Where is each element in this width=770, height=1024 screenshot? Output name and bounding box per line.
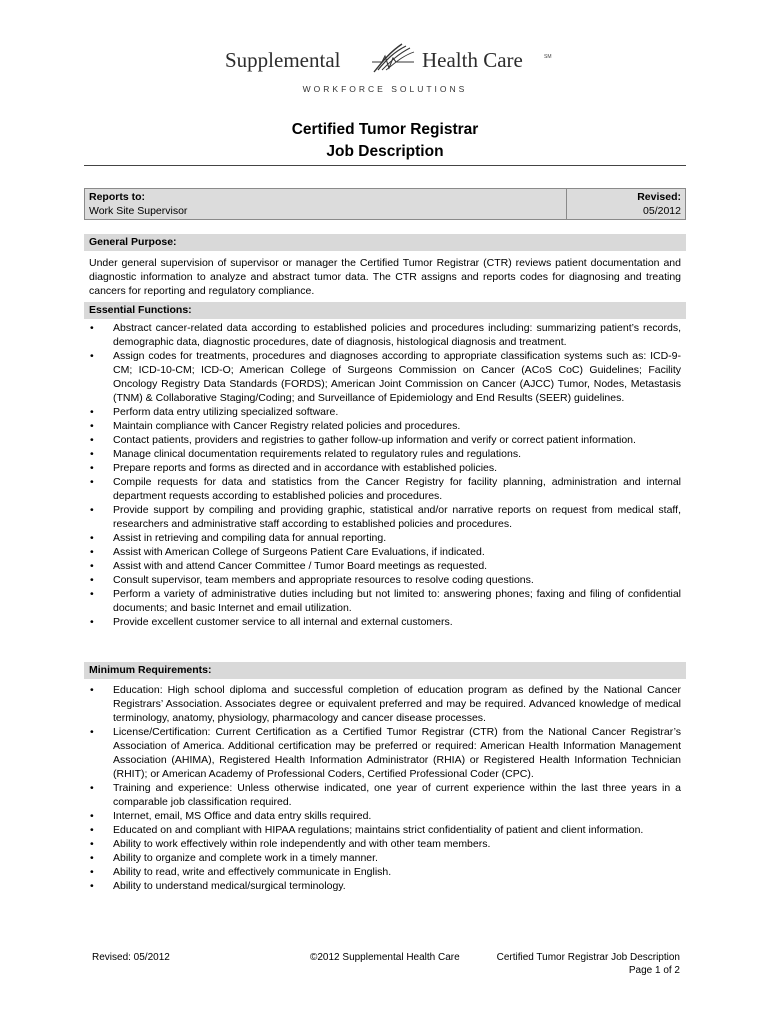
list-item: • Assist with and attend Cancer Committee / Tumor Board meetings as requested.: [90, 560, 488, 572]
essential-functions-heading-text: Essential Functions:: [89, 304, 192, 316]
document-title: Certified Tumor Registrar: [291, 121, 479, 138]
essential-functions-list: [84, 321, 686, 629]
list-item: • Prepare reports and forms as directed and in accordance with established policies.: [90, 462, 498, 474]
revised-cell: [566, 189, 685, 219]
list-item: • Perform data entry utilizing specialized software.: [90, 406, 339, 418]
minimum-requirements-heading: [84, 662, 686, 679]
footer-document-info: [497, 951, 680, 977]
footer-page-number: Page 1 of 2: [628, 965, 680, 976]
list-item: • Educated on and compliant with HIPAA regulations; maintains strict confidentiality of patient and client information.: [90, 824, 644, 836]
revised-value: 05/2012: [643, 205, 681, 217]
list-item: • Contact patients, providers and registries to gather follow-up information and verify or correct patient information.: [90, 434, 636, 446]
service-mark: SM: [544, 54, 552, 60]
brand-name-right: Health Care: [422, 48, 523, 72]
footer-revised: Revised: 05/2012: [92, 952, 170, 963]
footer-document-title: Certified Tumor Registrar Job Description: [496, 952, 680, 963]
list-item: • Provide excellent customer service to all internal and external customers.: [90, 616, 453, 628]
brand-tagline: WORKFORCE SOLUTIONS: [302, 84, 468, 94]
list-item: • Maintain compliance with Cancer Registry related policies and procedures.: [90, 420, 461, 432]
company-logo: [200, 38, 570, 100]
minimum-requirements-list: [84, 683, 686, 893]
list-item: • Compile requests for data and statistics from the Cancer Registry for facility planning, administration and internal department requests according to established policies and procedures.: [90, 476, 681, 502]
list-item: • Assist in retrieving and compiling data for annual reporting.: [90, 532, 387, 544]
general-purpose-heading: [84, 234, 686, 251]
list-item: • Education: High school diploma and successful completion of education program as defined by the National Cancer Registrars’ Association. Associates degree or equivalent preferred and may be required. Advanced knowledge of medical terminology, anatomy, physiology, pharmacology and cancer disease processes.: [90, 684, 681, 724]
list-item: • Ability to read, write and effectively communicate in English.: [90, 866, 392, 878]
list-item: • License/Certification: Current Certification as a Certified Tumor Registrar (CTR) from the National Cancer Registrar’s Association of America. Additional certification may be preferred or required: American Health Information Management Association (AHIMA), Registered Health Information Administrator (RHIA) or Registered Health Information Technician (RHIT); or American Academy of Professional Coders, Certified Professional Coder (CPC).: [90, 726, 681, 780]
general-purpose-heading-text: General Purpose:: [89, 236, 177, 248]
reports-to-label: Reports to:: [89, 191, 145, 203]
revised-label: Revised:: [637, 191, 681, 203]
list-item: • Provide support by compiling and providing graphic, statistical and/or narrative reports on request from medical staff, researchers and administrative staff according to established policies and procedures.: [90, 504, 681, 530]
list-item: • Internet, email, MS Office and data entry skills required.: [90, 810, 372, 822]
list-item: • Consult supervisor, team members and appropriate resources to resolve coding questions.: [90, 574, 534, 586]
list-item: • Assist with American College of Surgeons Patient Care Evaluations, if indicated.: [90, 546, 485, 558]
reports-to-table: [84, 188, 686, 220]
essential-functions-heading: [84, 302, 686, 319]
list-item: • Ability to understand medical/surgical terminology.: [90, 880, 346, 892]
feather-heartbeat-icon: [368, 40, 418, 76]
list-item: • Assign codes for treatments, procedures and diagnoses according to appropriate classification systems such as: ICD-9-CM; ICD-10-CM; ICD-O; American College of Surgeons Commission on Cancer (ACoS CoC) Guidelines; Facility Oncology Registry Data Standards (FORDS); American Joint Commission on Cancer (AJCC) Tumor, Nodes, Metastasis (TNM) & Collaborative Staging/Coding; and Surveillance of Epidemiology and End Results (SEER) guidelines.: [90, 350, 681, 404]
list-item: • Ability to organize and complete work in a timely manner.: [90, 852, 378, 864]
list-item: • Training and experience: Unless otherwise indicated, one year of current experience within the last three years in a comparable job classification required.: [90, 782, 681, 808]
document-subtitle: Job Description: [326, 143, 444, 160]
general-purpose-text: Under general supervision of supervisor or manager the Certified Tumor Registrar (CTR) reviews patient documentation and diagnostic information to analyze and abstract tumor data. The CTR assigns and reports codes for diagnosing and treating cancers for reporting and regulatory compliance.: [89, 257, 681, 297]
list-item: • Ability to work effectively within role independently and with other team members.: [90, 838, 491, 850]
list-item: • Perform a variety of administrative duties including but not limited to: answering phones; faxing and filing of confidential documents; and basic Internet and email utilization.: [90, 588, 681, 614]
minimum-requirements-heading-text: Minimum Requirements:: [89, 664, 212, 676]
list-item: • Manage clinical documentation requirements related to regulatory rules and regulations.: [90, 448, 521, 460]
footer-copyright: ©2012 Supplemental Health Care: [310, 952, 460, 963]
list-item: • Abstract cancer-related data according to established policies and procedures including: summarizing patient’s records, demographic data, diagnostic procedures, date of diagnosis, histological diagnosis and treatment.: [90, 322, 681, 348]
brand-name-left: Supplemental: [225, 48, 341, 72]
reports-to-value: Work Site Supervisor: [89, 205, 188, 217]
title-divider: [84, 165, 686, 166]
